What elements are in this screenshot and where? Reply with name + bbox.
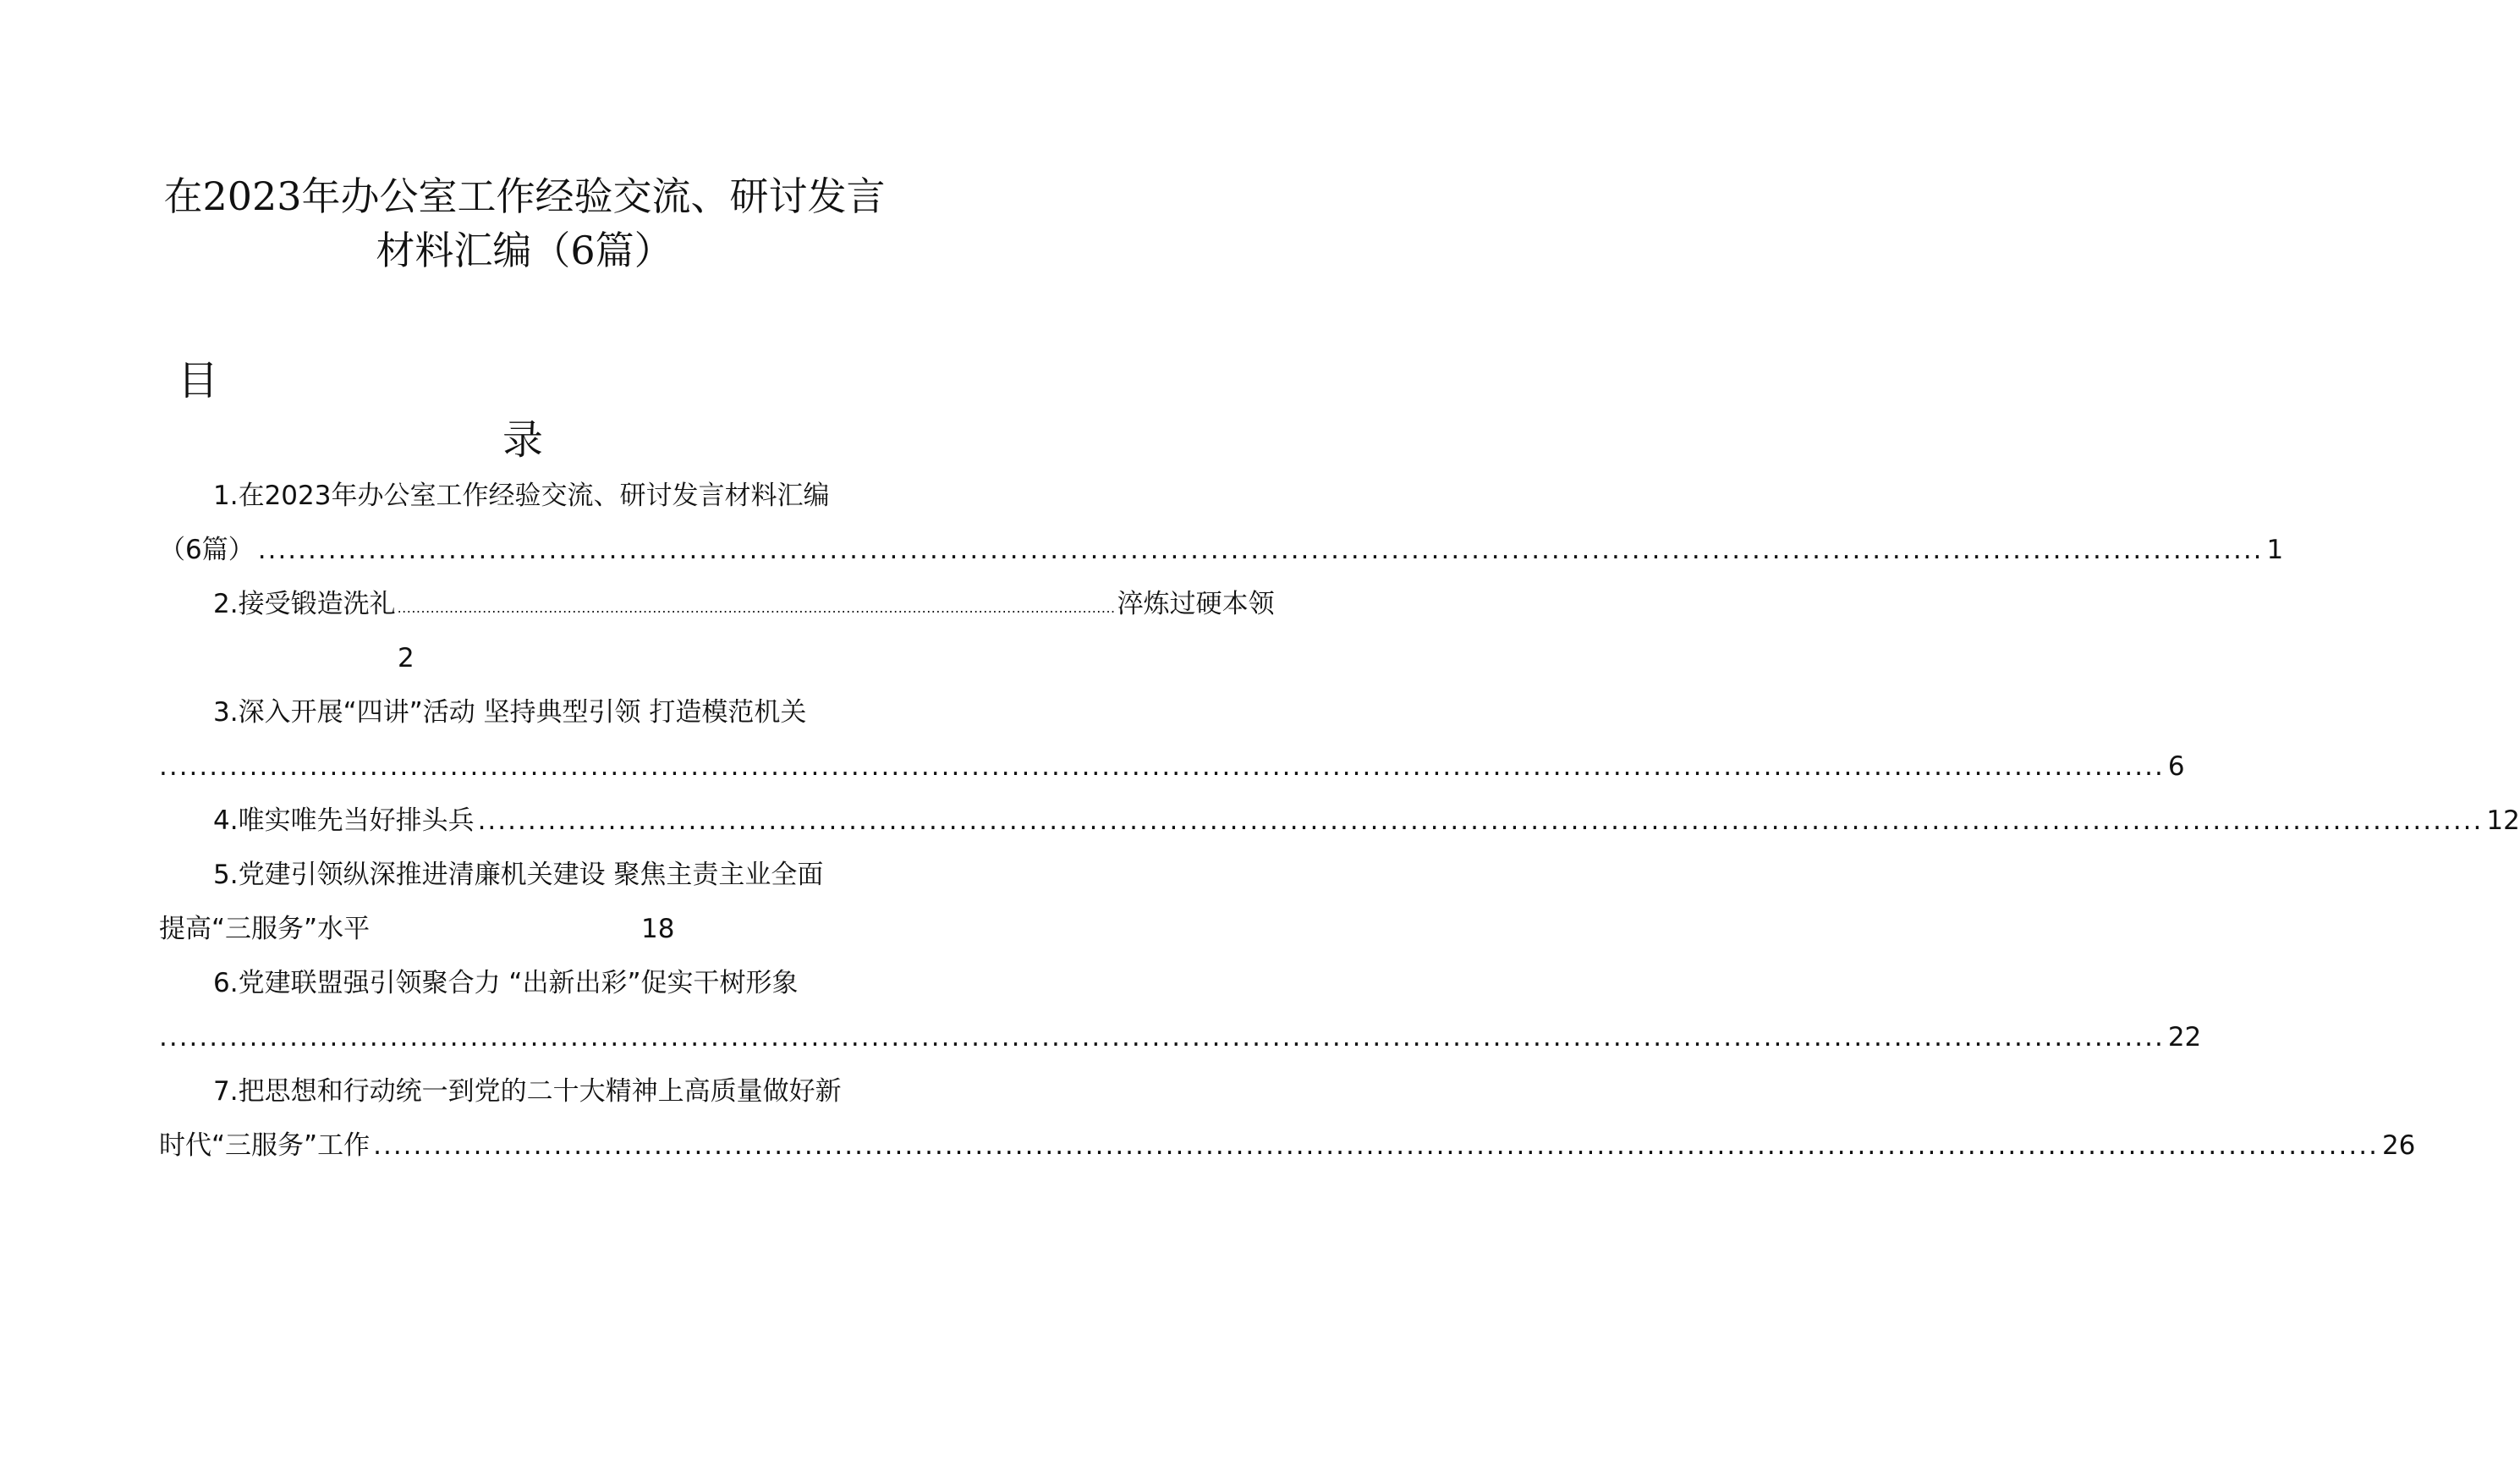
toc-heading-part-1: 目 bbox=[178, 357, 219, 404]
dot-leader bbox=[373, 1127, 2379, 1164]
toc-entry-2-title-part-2: 淬炼过硬本领 bbox=[1117, 589, 1275, 619]
toc-entry-5-title[interactable]: 5.党建引领纵深推进清廉机关建设 聚焦主责主业全面 bbox=[213, 860, 824, 890]
toc-entry-6-title[interactable]: 6.党建联盟强引领聚合力 “出新出彩”促实干树形象 bbox=[213, 968, 799, 998]
toc-entry-7-title[interactable]: 7.把思想和行动统一到党的二十大精神上高质量做好新 bbox=[213, 1076, 842, 1107]
toc-entry-5-title-cont[interactable]: 提高“三服务”水平 bbox=[159, 914, 371, 944]
toc-entry-3-page: 6 bbox=[2167, 751, 2185, 782]
toc-entry-2-title[interactable] bbox=[213, 585, 1275, 627]
toc-heading-part-2: 录 bbox=[502, 416, 544, 464]
toc-entry-4-title: 4.唯实唯先当好排头兵 bbox=[213, 805, 475, 836]
toc-entry-7-leader[interactable] bbox=[159, 1127, 2416, 1164]
dot-leader: ........................................................................................................................................................ bbox=[397, 600, 1116, 616]
toc-entry-7-title-cont: 时代“三服务”工作 bbox=[159, 1130, 371, 1161]
toc-entry-4[interactable] bbox=[213, 802, 2520, 839]
dot-leader bbox=[478, 802, 2484, 839]
toc-entry-1-page: 1 bbox=[2266, 535, 2284, 565]
toc-entry-7-page: 26 bbox=[2381, 1130, 2416, 1161]
dot-leader bbox=[258, 531, 2264, 569]
toc-entry-4-page: 12 bbox=[2486, 805, 2520, 836]
toc-entry-6-page: 22 bbox=[2167, 1022, 2202, 1053]
toc-entry-1-title-cont: （6篇） bbox=[159, 535, 255, 565]
title-line-1: 在2023年办公室工作经验交流、研讨发言 bbox=[163, 173, 886, 219]
dot-leader bbox=[159, 1019, 2165, 1056]
toc-entry-6-leader[interactable] bbox=[159, 1019, 2202, 1056]
toc-entry-3-leader[interactable] bbox=[159, 748, 2185, 785]
toc-entry-5-page: 18 bbox=[641, 914, 675, 944]
toc-entry-1-leader[interactable] bbox=[159, 531, 2284, 569]
dot-leader bbox=[159, 748, 2165, 785]
toc-entry-1-title[interactable]: 1.在2023年办公室工作经验交流、研讨发言材料汇编 bbox=[213, 481, 830, 511]
toc-entry-2-title-part-1: 2.接受锻造洗礼 bbox=[213, 589, 396, 619]
title-line-2: 材料汇编（6篇） bbox=[376, 228, 673, 273]
toc-entry-3-title[interactable]: 3.深入开展“四讲”活动 坚持典型引领 打造模范机关 bbox=[213, 697, 807, 728]
document-title bbox=[161, 169, 888, 278]
toc-entry-2-page: 2 bbox=[398, 643, 415, 673]
